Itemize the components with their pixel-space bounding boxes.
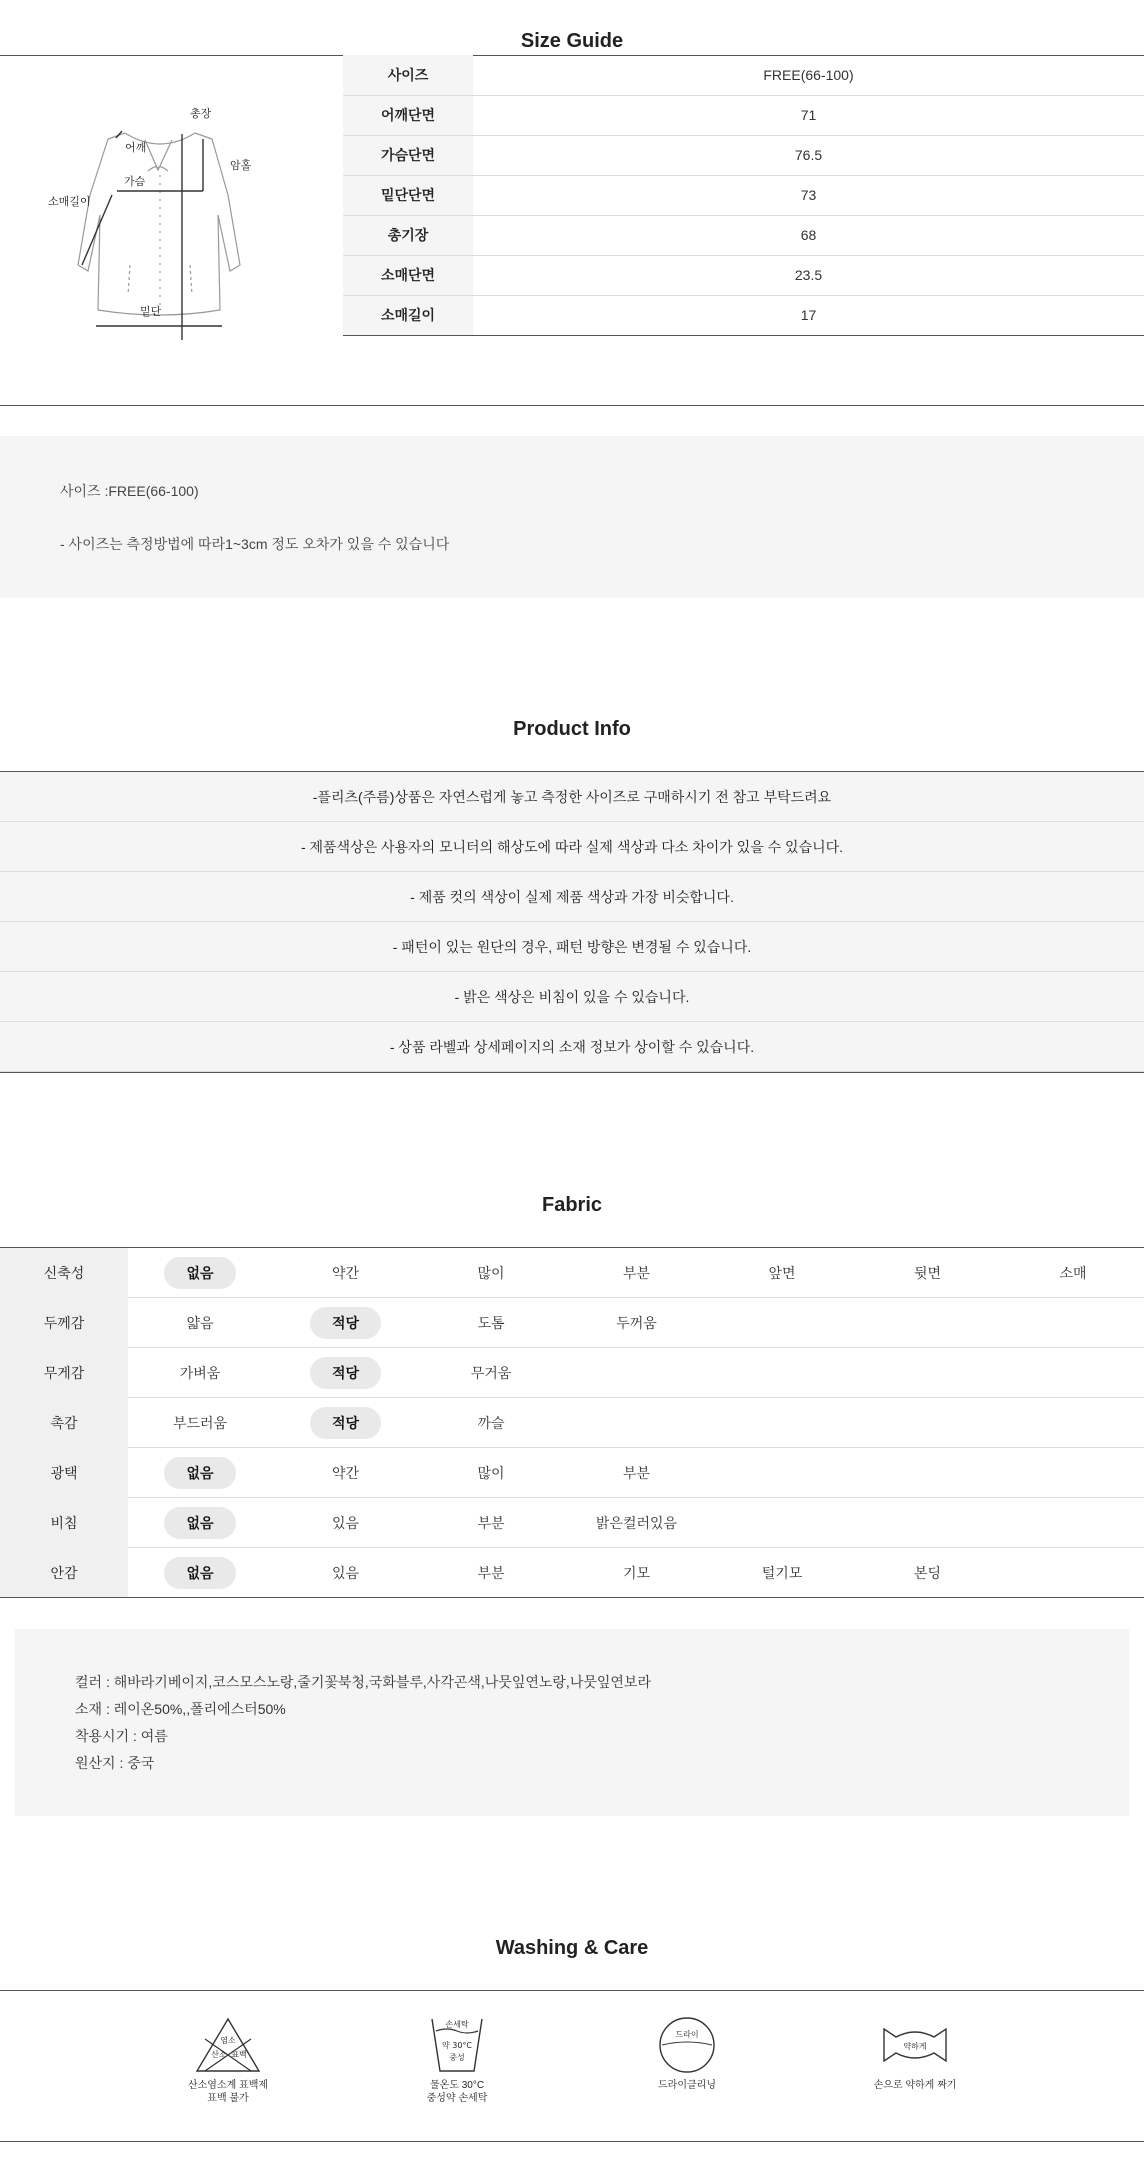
size-row-label: 소매단면 (343, 255, 473, 295)
fabric-option (732, 1548, 832, 1598)
care-label: 손으로 약하게 짜기 (873, 2080, 957, 2091)
size-guide-title: Size Guide (520, 30, 624, 52)
washing-care-title: Washing & Care (495, 1937, 649, 1959)
fabric-option-label: 없음 (164, 1457, 235, 1489)
fabric-option-label: 없음 (164, 1507, 235, 1539)
fabric-option-label: 있음 (331, 1565, 360, 1581)
gentle-wring-icon (880, 2015, 950, 2075)
size-row (343, 255, 1144, 295)
divider (0, 1597, 1144, 1598)
size-row-value: 76.5 (794, 147, 823, 163)
size-row (343, 295, 1144, 335)
fabric-option-label: 없음 (164, 1257, 235, 1289)
fabric-option (587, 1298, 687, 1348)
fabric-option (587, 1548, 687, 1598)
fabric-option (441, 1548, 541, 1598)
fabric-option (1023, 1248, 1123, 1298)
fabric-option (878, 1248, 978, 1298)
diagram-label-sleeve-length: 소매길이 (48, 195, 91, 208)
svg-text:산소: 산소 (211, 2050, 227, 2059)
no-bleach-icon (193, 2015, 263, 2075)
divider (0, 405, 1144, 406)
fabric-row-label: 무게감 (0, 1348, 128, 1398)
fabric-option-label: 앞면 (768, 1265, 796, 1281)
fabric-row (0, 1398, 1144, 1448)
fabric-option (150, 1398, 250, 1448)
fabric-row (0, 1498, 1144, 1548)
product-info-line: - 제품색상은 사용자의 모니터의 해상도에 따라 실제 색상과 다소 차이가 있을 수 있습니다. (0, 822, 1144, 872)
fabric-option (587, 1498, 687, 1548)
fabric-row-label: 비침 (0, 1498, 128, 1548)
fabric-option (732, 1248, 832, 1298)
fabric-row-label: 안감 (0, 1548, 128, 1598)
size-row-label: 밑단단면 (343, 175, 473, 215)
size-row (343, 135, 1144, 175)
product-info-line: - 상품 라벨과 상세페이지의 소재 정보가 상이할 수 있습니다. (0, 1022, 1144, 1072)
product-info-line: - 밝은 색상은 비침이 있을 수 있습니다. (0, 972, 1144, 1022)
fabric-option-selected (150, 1248, 250, 1298)
size-row-value: 71 (800, 107, 817, 123)
fabric-row (0, 1248, 1144, 1298)
fabric-option-label: 적당 (310, 1307, 381, 1339)
size-row-label: 총기장 (343, 215, 473, 255)
fabric-option-selected (150, 1498, 250, 1548)
size-row-value: 23.5 (794, 267, 823, 283)
size-row (343, 215, 1144, 255)
size-tolerance-note: - 사이즈는 측정방법에 따라1~3cm 정도 오차가 있을 수 있습니다 (60, 536, 450, 552)
care-no-bleach (158, 2015, 298, 2105)
fabric-row (0, 1548, 1144, 1598)
care-label: 드라이클리닝 (658, 2080, 716, 2091)
fabric-option (150, 1298, 250, 1348)
fabric-option-selected (150, 1448, 250, 1498)
svg-text:손세탁: 손세탁 (445, 2020, 469, 2029)
fabric-option-label: 가벼움 (179, 1365, 221, 1381)
size-row (343, 55, 1144, 95)
material-info: 소재 : 레이온50%,,폴리에스터50% (75, 1701, 286, 1717)
fabric-option-label: 약간 (331, 1465, 360, 1481)
fabric-option-selected (296, 1398, 396, 1448)
size-row-value: 68 (800, 227, 817, 243)
fabric-option (441, 1298, 541, 1348)
fabric-option (587, 1448, 687, 1498)
garment-measurement-diagram (30, 95, 300, 365)
care-gentle-wring (845, 2015, 985, 2092)
fabric-option (296, 1248, 396, 1298)
divider (0, 1990, 1144, 1991)
diagram-label-hem: 밑단 (140, 305, 162, 318)
care-label: 산소염소계 표백제 표백 불가 (187, 2080, 269, 2104)
fabric-option (296, 1548, 396, 1598)
fabric-option (441, 1498, 541, 1548)
fabric-option-label: 많이 (477, 1465, 505, 1481)
diagram-label-total-length: 총장 (190, 107, 212, 120)
fabric-option (296, 1498, 396, 1548)
svg-text:중성: 중성 (449, 2053, 465, 2062)
fabric-option (441, 1398, 541, 1448)
diagram-label-shoulder: 어깨 (125, 141, 147, 154)
fabric-option-label: 뒷면 (913, 1265, 942, 1281)
fabric-option-label: 부분 (622, 1465, 651, 1481)
svg-text:약 30°C: 약 30°C (441, 2041, 473, 2050)
size-row-value: 17 (800, 307, 817, 323)
color-info: 컬러 : 해바라기베이지,코스모스노랑,줄기꽃북청,국화블루,사각곤색,나뭇잎연노랑,나뭇잎연보라 (75, 1674, 651, 1690)
fabric-option-label: 기모 (622, 1565, 651, 1581)
fabric-option-label: 부분 (622, 1265, 651, 1281)
hand-wash-30-icon (422, 2015, 492, 2075)
care-dry-clean (617, 2015, 757, 2092)
fabric-title: Fabric (541, 1194, 603, 1216)
svg-text:드라이: 드라이 (675, 2030, 699, 2039)
fabric-row-label: 촉감 (0, 1398, 128, 1448)
fabric-option-label: 까슬 (477, 1415, 505, 1431)
fabric-option-label: 약간 (331, 1265, 360, 1281)
origin-info: 원산지 : 중국 (75, 1755, 155, 1771)
size-row (343, 95, 1144, 135)
divider (0, 1072, 1144, 1073)
fabric-option-label: 적당 (310, 1407, 381, 1439)
fabric-row-label: 광택 (0, 1448, 128, 1498)
fabric-option (150, 1348, 250, 1398)
fabric-option-selected (296, 1348, 396, 1398)
svg-text:표백: 표백 (231, 2050, 247, 2059)
fabric-option-label: 소매 (1059, 1265, 1087, 1281)
product-info-line: - 제품 컷의 색상이 실제 제품 색상과 가장 비슷합니다. (0, 872, 1144, 922)
care-hand-wash (387, 2015, 527, 2105)
fabric-option (441, 1348, 541, 1398)
fabric-row-label: 두께감 (0, 1298, 128, 1348)
fabric-option (441, 1248, 541, 1298)
fabric-option-label: 많이 (477, 1265, 505, 1281)
fabric-option-selected (296, 1298, 396, 1348)
fabric-row (0, 1298, 1144, 1348)
fabric-option-label: 털기모 (761, 1565, 803, 1581)
fabric-option-label: 있음 (331, 1515, 360, 1531)
diagram-label-armhole: 암홀 (230, 159, 252, 172)
fabric-option-label: 적당 (310, 1357, 381, 1389)
product-info-line: -플리츠(주름)상품은 자연스럽게 놓고 측정한 사이즈로 구매하시기 전 참고 부탁드려요 (0, 772, 1144, 822)
fabric-option-label: 밝은컬러있음 (595, 1515, 678, 1531)
dry-clean-icon (652, 2015, 722, 2075)
season-info: 착용시기 : 여름 (75, 1728, 168, 1744)
divider (0, 2141, 1144, 2142)
size-row-label: 소매길이 (343, 295, 473, 335)
svg-text:약하게: 약하게 (903, 2042, 927, 2051)
size-row (343, 175, 1144, 215)
size-row-value: FREE(66-100) (763, 66, 854, 83)
fabric-row (0, 1348, 1144, 1398)
diagram-label-chest: 가슴 (124, 175, 146, 188)
size-note: 사이즈 :FREE(66-100) (60, 483, 199, 499)
fabric-row-label: 신축성 (0, 1248, 128, 1298)
fabric-option-label: 부분 (477, 1515, 505, 1531)
fabric-option-label: 얇음 (186, 1315, 214, 1331)
fabric-option-label: 부드러움 (172, 1415, 228, 1431)
svg-text:염소: 염소 (220, 2036, 236, 2045)
size-row-label: 사이즈 (343, 55, 473, 95)
fabric-option-label: 부분 (477, 1565, 505, 1581)
fabric-row (0, 1448, 1144, 1498)
fabric-option-label: 무거움 (470, 1365, 512, 1381)
size-row-label: 가슴단면 (343, 135, 473, 175)
fabric-option-label: 두꺼움 (616, 1315, 657, 1331)
fabric-option (441, 1448, 541, 1498)
fabric-option (587, 1248, 687, 1298)
size-row-label: 어깨단면 (343, 95, 473, 135)
product-info-title: Product Info (513, 718, 631, 740)
size-table (343, 55, 1144, 336)
fabric-option-selected (150, 1548, 250, 1598)
fabric-meta-box (15, 1629, 1129, 1816)
care-label: 물온도 30°C 중성약 손세탁 (426, 2080, 488, 2104)
fabric-option (296, 1448, 396, 1498)
fabric-option (878, 1548, 978, 1598)
size-row-value: 73 (800, 187, 817, 203)
size-note-box (0, 436, 1144, 598)
product-info-line: - 패턴이 있는 원단의 경우, 패턴 방향은 변경될 수 있습니다. (0, 922, 1144, 972)
fabric-option-label: 없음 (164, 1557, 235, 1589)
fabric-option-label: 도톰 (477, 1315, 505, 1331)
fabric-option-label: 본딩 (913, 1565, 942, 1581)
